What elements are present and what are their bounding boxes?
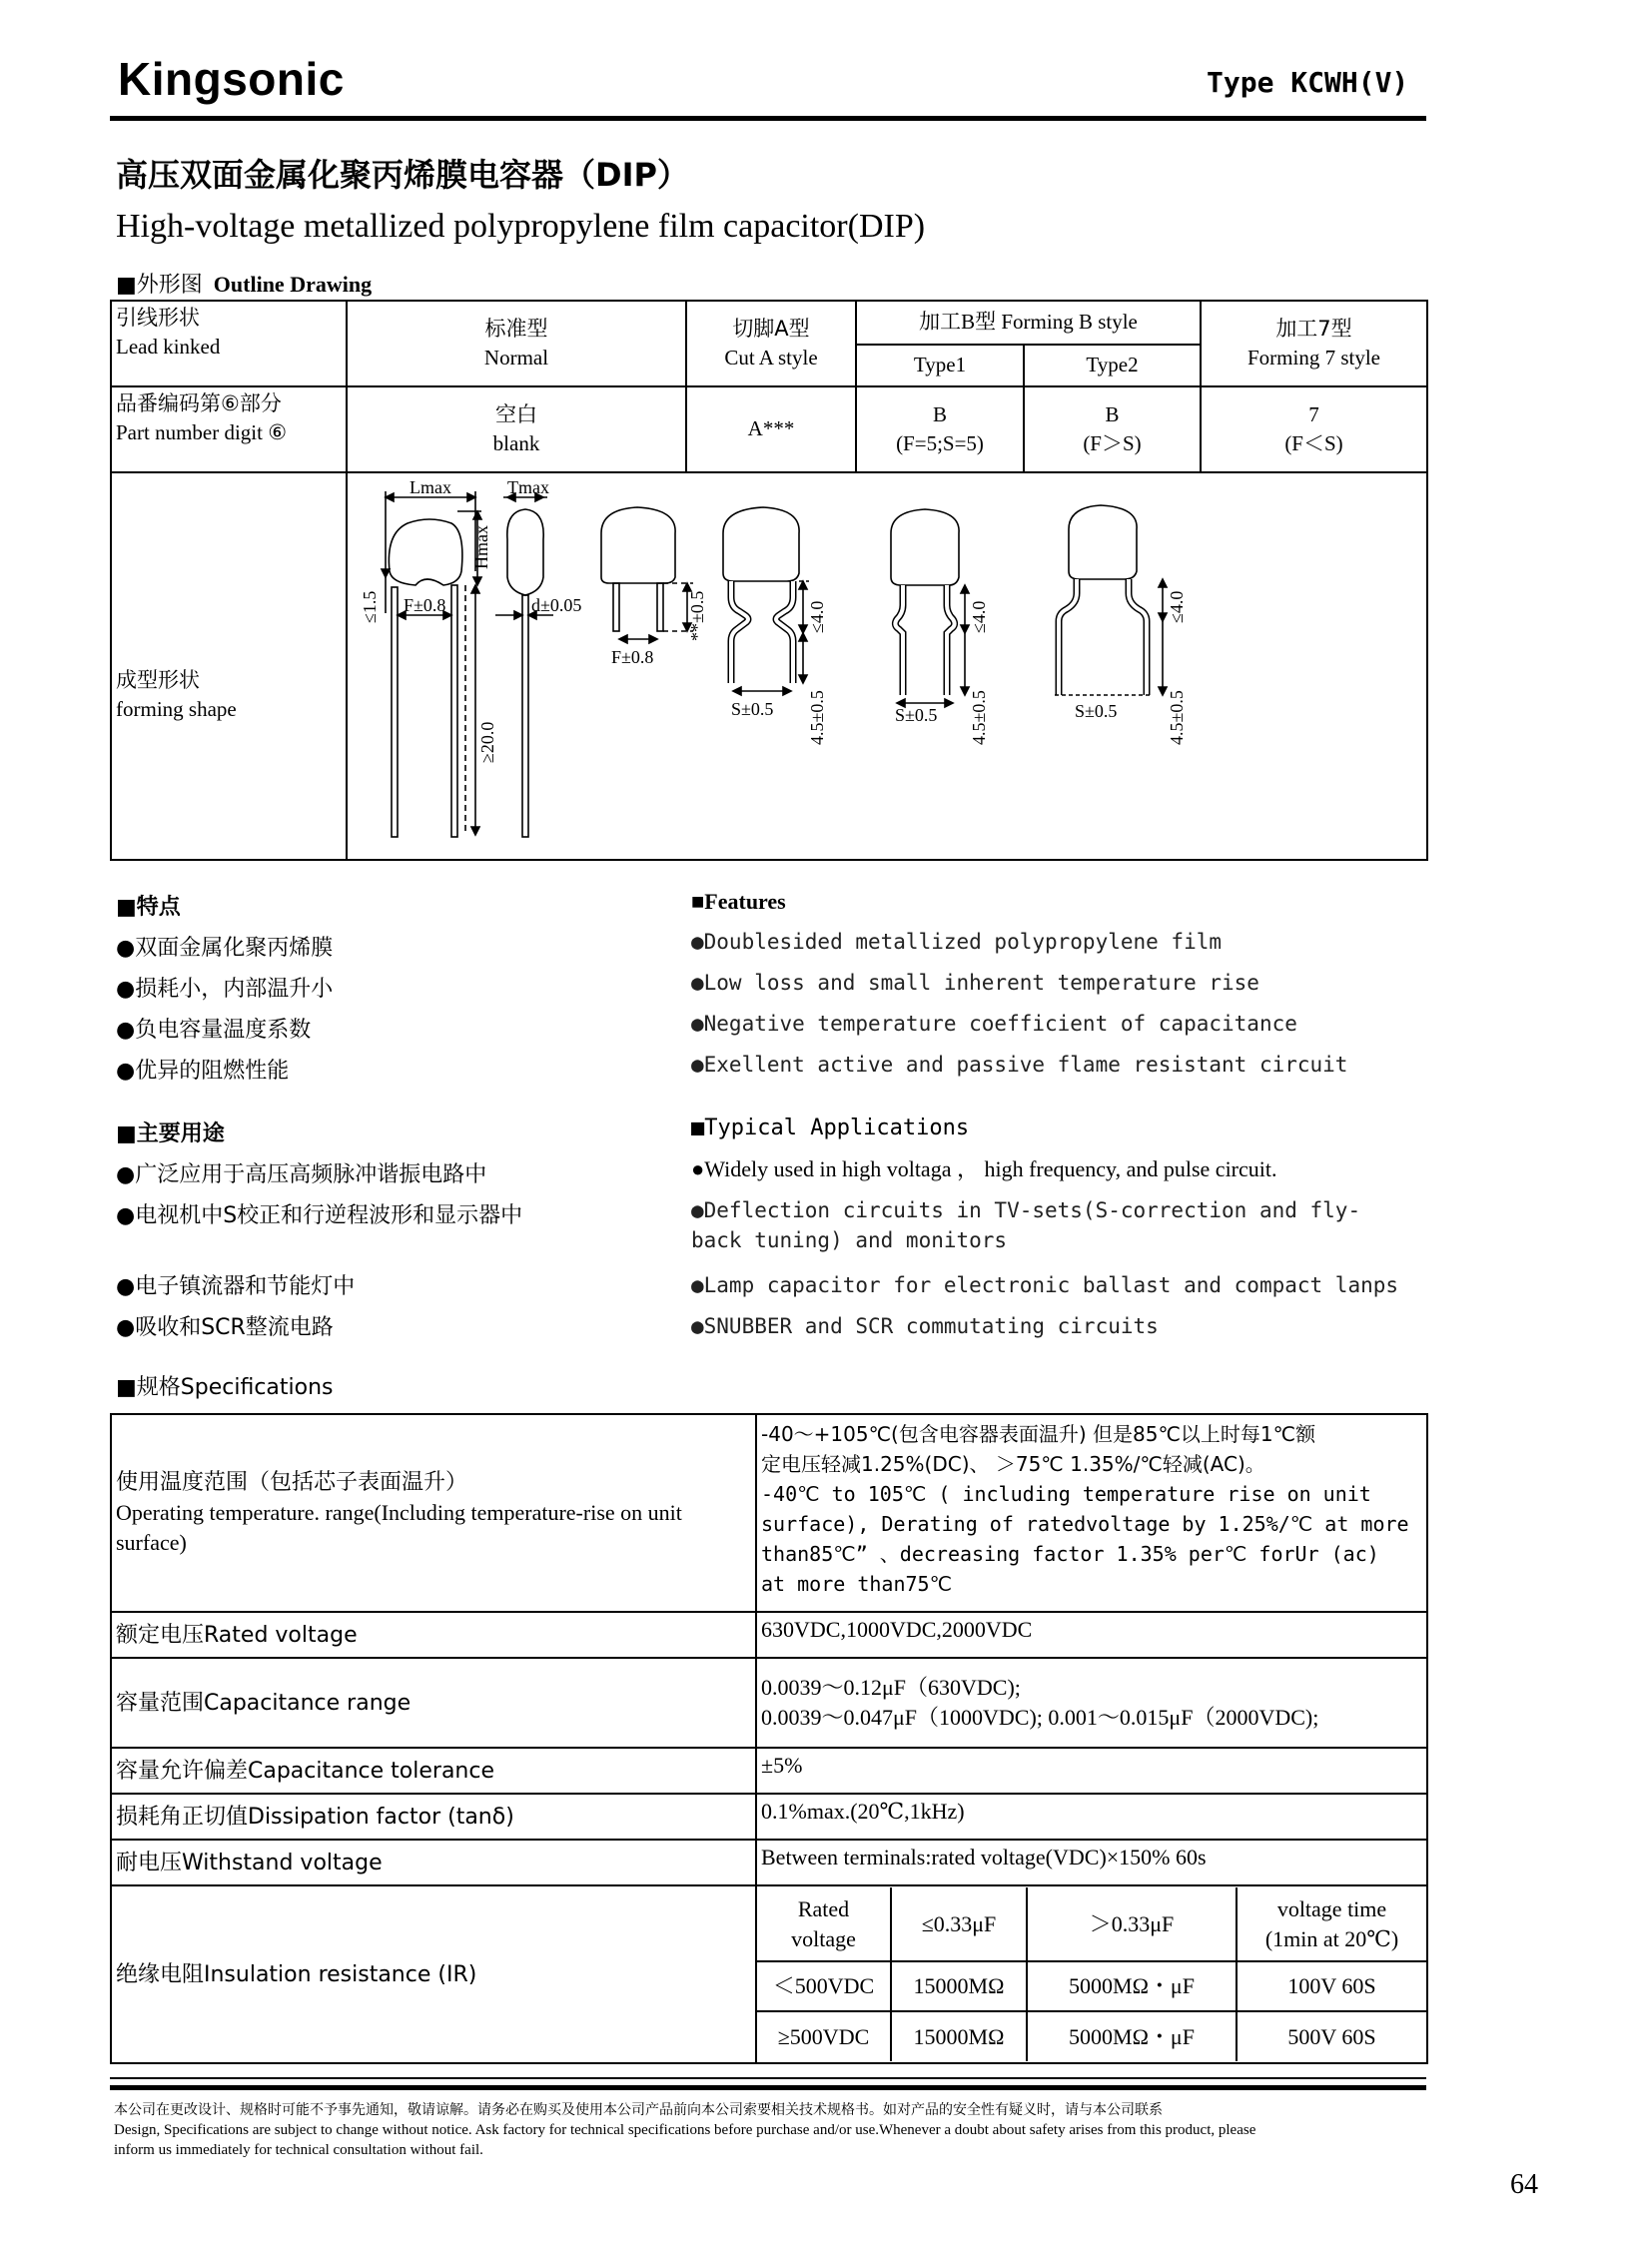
ir-r1-c3: 100V 60S [1237, 1961, 1426, 2011]
application-en-item: ●SNUBBER and SCR commutating circuits [691, 1314, 1159, 1338]
rated-voltage-value: 630VDC,1000VDC,2000VDC [756, 1612, 1427, 1658]
title-chinese: 高压双面金属化聚丙烯膜电容器（DIP） [116, 156, 689, 194]
label-le40-2: ≤4.0 [969, 600, 989, 633]
ir-r1-c1: 15000MΩ [891, 1961, 1027, 2011]
part-number-label: 品番编码第⑥部分 Part number digit ⑥ [111, 386, 347, 472]
capacitor-body-front [389, 519, 462, 585]
part-forming7: 7 (F＜S) [1201, 386, 1427, 472]
footer-disclaimer: 本公司在更改设计、规格时可能不予事先通知，敬请谅解。请务必在购买及使用本公司产品前向本公司索要相关技术规格书。如对产品的安全性有疑义时，请与本公司联系 Design, Specifications are subject to change without notice. Ask factory for technical specifications before purchase and/or use.Whenever a doubt about safety arises from this product, please inform us immediately for technical consultation without fail. [114, 2102, 1256, 2158]
application-cn-item: ●电视机中S校正和行逆程波形和显示器中 [116, 1203, 523, 1228]
ir-r2-c2: 5000MΩ・μF [1027, 2011, 1237, 2061]
feature-en-item: ●Doublesided metallized polypropylene film [691, 930, 1223, 954]
cut-a-body [601, 507, 675, 583]
spec-table [110, 1413, 1428, 2064]
forming-7-header: 加工7型 Forming 7 style [1201, 301, 1427, 386]
cap-range-value: 0.0039～0.12μF（630VDC); 0.0039～0.047μF（1000VDC); 0.001～0.015μF（2000VDC); [756, 1658, 1427, 1748]
label-le15: ≤1.5 [360, 590, 380, 623]
application-cn-item: ●广泛应用于高压高频脉冲谐振电路中 [116, 1162, 487, 1187]
applications-en [691, 1108, 1398, 1347]
footer-rule-thin [110, 2077, 1426, 2079]
ir-label: 绝缘电阻Insulation resistance (IR) [111, 1885, 756, 2063]
label-d005: d±0.05 [531, 595, 582, 615]
feature-en-item: ●Low loss and small inherent temperature rise [691, 971, 1259, 995]
part-cut: A*** [686, 386, 856, 472]
label-p45-3: 4.5±0.5 [1167, 690, 1187, 745]
df-value: 0.1%max.(20℃,1kHz) [756, 1794, 1427, 1840]
cap-tol-value: ±5% [756, 1748, 1427, 1794]
ir-value [756, 1885, 1427, 2063]
normal-header: 标准型 Normal [347, 301, 686, 386]
part-type2: B (F＞S) [1024, 386, 1201, 472]
label-ge20: ≥20.0 [477, 721, 497, 763]
features-heading-cn: ■特点 [116, 895, 181, 920]
op-temp-label: 使用温度范围（包括芯子表面温升） Operating temperature. range(Including temperature-rise on unit surface) [111, 1414, 756, 1612]
application-en-item: ●Widely used in high voltaga ， high frequency, and pulse circuit. [691, 1156, 1277, 1181]
application-en-item: back tuning) and monitors [691, 1228, 1008, 1252]
label-p45-1: 4.5±0.5 [807, 690, 827, 745]
label-le40-1: ≤4.0 [807, 600, 827, 633]
label-hmax: Hmax [471, 525, 491, 569]
label-lmax: Lmax [410, 477, 451, 497]
features-cn [116, 887, 333, 1092]
outline-table [110, 300, 1428, 861]
type2-header: Type2 [1024, 345, 1201, 386]
application-en-item: ●Deflection circuits in TV-sets(S-correction and fly- [691, 1198, 1361, 1222]
label-s05-2: S±0.5 [895, 705, 938, 725]
application-cn-item: ●吸收和SCR整流电路 [116, 1315, 334, 1340]
applications-cn [116, 1114, 522, 1348]
label-f08: F±0.8 [404, 595, 446, 615]
ir-h-rated: Rated voltage [757, 1887, 891, 1961]
ir-h-vt: voltage time (1min at 20℃) [1237, 1887, 1426, 1961]
feature-cn-item: ●双面金属化聚丙烯膜 [116, 936, 334, 961]
feature-en-item: ●Exellent active and passive flame resistant circuit [691, 1053, 1348, 1077]
part-normal: 空白 blank [347, 386, 686, 472]
label-s05-1: S±0.5 [731, 699, 774, 719]
type-code: Type KCWH(V) [1207, 66, 1409, 99]
label-tmax: Tmax [507, 477, 549, 497]
forming-shape-label: 成型形状 forming shape [111, 472, 347, 860]
capacitor-body-side [507, 509, 543, 595]
page-number: 64 [1510, 2169, 1538, 2200]
withstand-value: Between terminals:rated voltage(VDC)×150% 60s [756, 1840, 1427, 1885]
application-cn-item: ●电子镇流器和节能灯中 [116, 1274, 356, 1299]
feature-cn-item: ●负电容量温度系数 [116, 1018, 312, 1043]
feature-cn-item: ●优异的阻燃性能 [116, 1059, 290, 1084]
rated-voltage-label: 额定电压Rated voltage [111, 1612, 756, 1658]
label-star05: **±0.5 [687, 590, 707, 641]
withstand-label: 耐电压Withstand voltage [111, 1840, 756, 1885]
ir-r2-c3: 500V 60S [1237, 2011, 1426, 2061]
cap-range-label: 容量范围Capacitance range [111, 1658, 756, 1748]
label-p45-2: 4.5±0.5 [969, 690, 989, 745]
title-english: High-voltage metallized polypropylene film capacitor(DIP) [116, 208, 926, 245]
op-temp-value: -40～+105℃(包含电容器表面温升) 但是85℃以上时每1℃额 定电压轻减1.25%(DC)、 ＞75℃ 1.35%/℃轻减(AC)。 -40℃ to 105℃ ( including temperature rise on unit surface), Derating of ratedvoltage by 1.25%/℃ at more than85℃” 、decreasing factor 1.35% per℃ forUr (ac) at more than75℃ [756, 1414, 1427, 1612]
type1-header: Type1 [856, 345, 1024, 386]
outline-heading: ■外形图 Outline Drawing [116, 272, 373, 298]
footer-rule-thick [110, 2085, 1426, 2090]
outline-drawing-svg [348, 473, 1424, 857]
cap-tol-label: 容量允许偏差Capacitance tolerance [111, 1748, 756, 1794]
label-cut-f08: F±0.8 [611, 647, 654, 667]
type2-body [891, 509, 959, 585]
lead-kinked-cell: 引线形状 Lead kinked [111, 301, 347, 386]
df-label: 损耗角正切值Dissipation factor (tanδ) [111, 1794, 756, 1840]
part-type1: B (F=5;S=5) [856, 386, 1024, 472]
header-rule [110, 116, 1426, 121]
ir-table [757, 1887, 1426, 2061]
forming-b-header: 加工B型 Forming B style [856, 301, 1201, 345]
applications-heading-en: ■Typical Applications [691, 1116, 970, 1140]
ir-r1-c2: 5000MΩ・μF [1027, 1961, 1237, 2011]
type1-body [723, 507, 799, 581]
feature-en-item: ●Negative temperature coefficient of capacitance [691, 1012, 1297, 1036]
ir-r2-c0: ≥500VDC [757, 2011, 891, 2061]
feature-cn-item: ●损耗小，内部温升小 [116, 977, 334, 1002]
ir-h-gt: ＞0.33μF [1027, 1887, 1237, 1961]
brand-logo-text: Kingsonic [118, 53, 345, 105]
forming7-body [1069, 505, 1137, 579]
label-s05-3: S±0.5 [1075, 701, 1118, 721]
applications-heading-cn: ■主要用途 [116, 1121, 225, 1146]
specs-heading: ■规格Specifications [116, 1375, 334, 1400]
cut-a-header: 切脚A型 Cut A style [686, 301, 856, 386]
ir-h-le: ≤0.33μF [891, 1887, 1027, 1961]
ir-r1-c0: ＜500VDC [757, 1961, 891, 2011]
forming-drawings [347, 472, 1427, 860]
features-en [691, 881, 1347, 1086]
application-en-item: ●Lamp capacitor for electronic ballast and compact lanps [691, 1273, 1399, 1297]
features-heading-en: ■Features [691, 889, 786, 914]
label-le40-3: ≤4.0 [1167, 590, 1187, 623]
ir-r2-c1: 15000MΩ [891, 2011, 1027, 2061]
